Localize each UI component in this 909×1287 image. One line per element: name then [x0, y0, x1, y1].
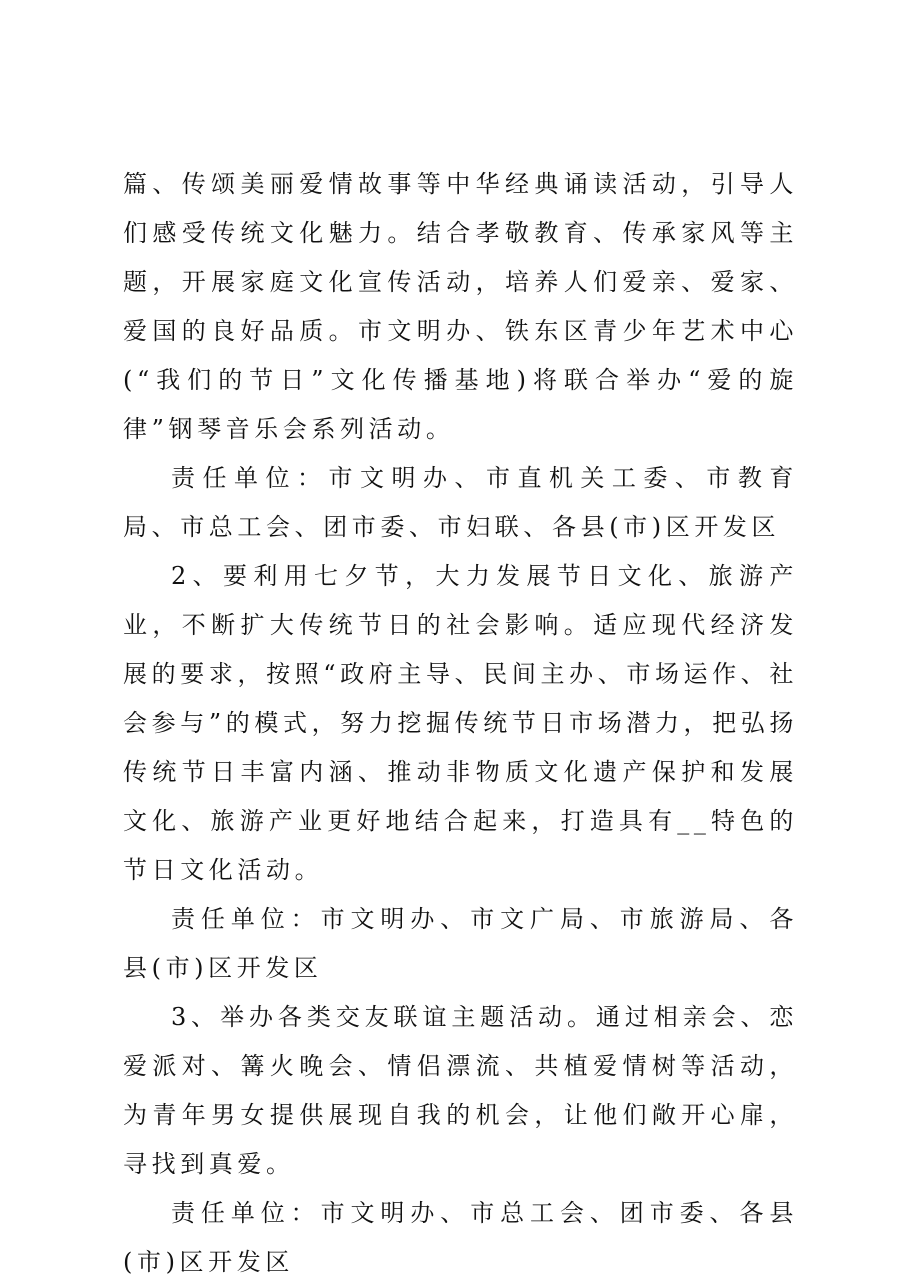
document-body — [123, 160, 798, 1287]
paragraph-item-3: 3、举办各类交友联谊主题活动。通过相亲会、恋爱派对、篝火晚会、情侣漂流、共植爱情树等活动，为青年男女提供展现自我的机会，让他们敞开心扉，寻找到真爱。 — [123, 1003, 798, 1178]
paragraph-item-2: 2、要利用七夕节，大力发展节日文化、旅游产业，不断扩大传统节日的社会影响。适应现代经济发展的要求，按照“政府主导、民间主办、市场运作、社会参与”的模式，努力挖掘传统节日市场潜力，把弘扬传统节日丰富内涵、推动非物质文化遗产保护和发展文化、旅游产业更好地结合起来，打造具有__特色的节日文化活动。 — [123, 562, 798, 884]
paragraph-activity-intro: 篇、传颂美丽爱情故事等中华经典诵读活动，引导人们感受传统文化魅力。结合孝敬教育、传承家风等主题，开展家庭文化宣传活动，培养人们爱亲、爱家、爱国的良好品质。市文明办、铁东区青少年艺术中心(“我们的节日”文化传播基地)将联合举办“爱的旋律”钢琴音乐会系列活动。 — [123, 170, 798, 443]
paragraph-responsible-units-2: 责任单位：市文明办、市文广局、市旅游局、各县(市)区开发区 — [123, 905, 798, 982]
paragraph-responsible-units-1: 责任单位：市文明办、市直机关工委、市教育局、市总工会、团市委、市妇联、各县(市)区开发区 — [123, 464, 798, 541]
paragraph-responsible-units-3: 责任单位：市文明办、市总工会、团市委、各县(市)区开发区 — [123, 1199, 798, 1276]
